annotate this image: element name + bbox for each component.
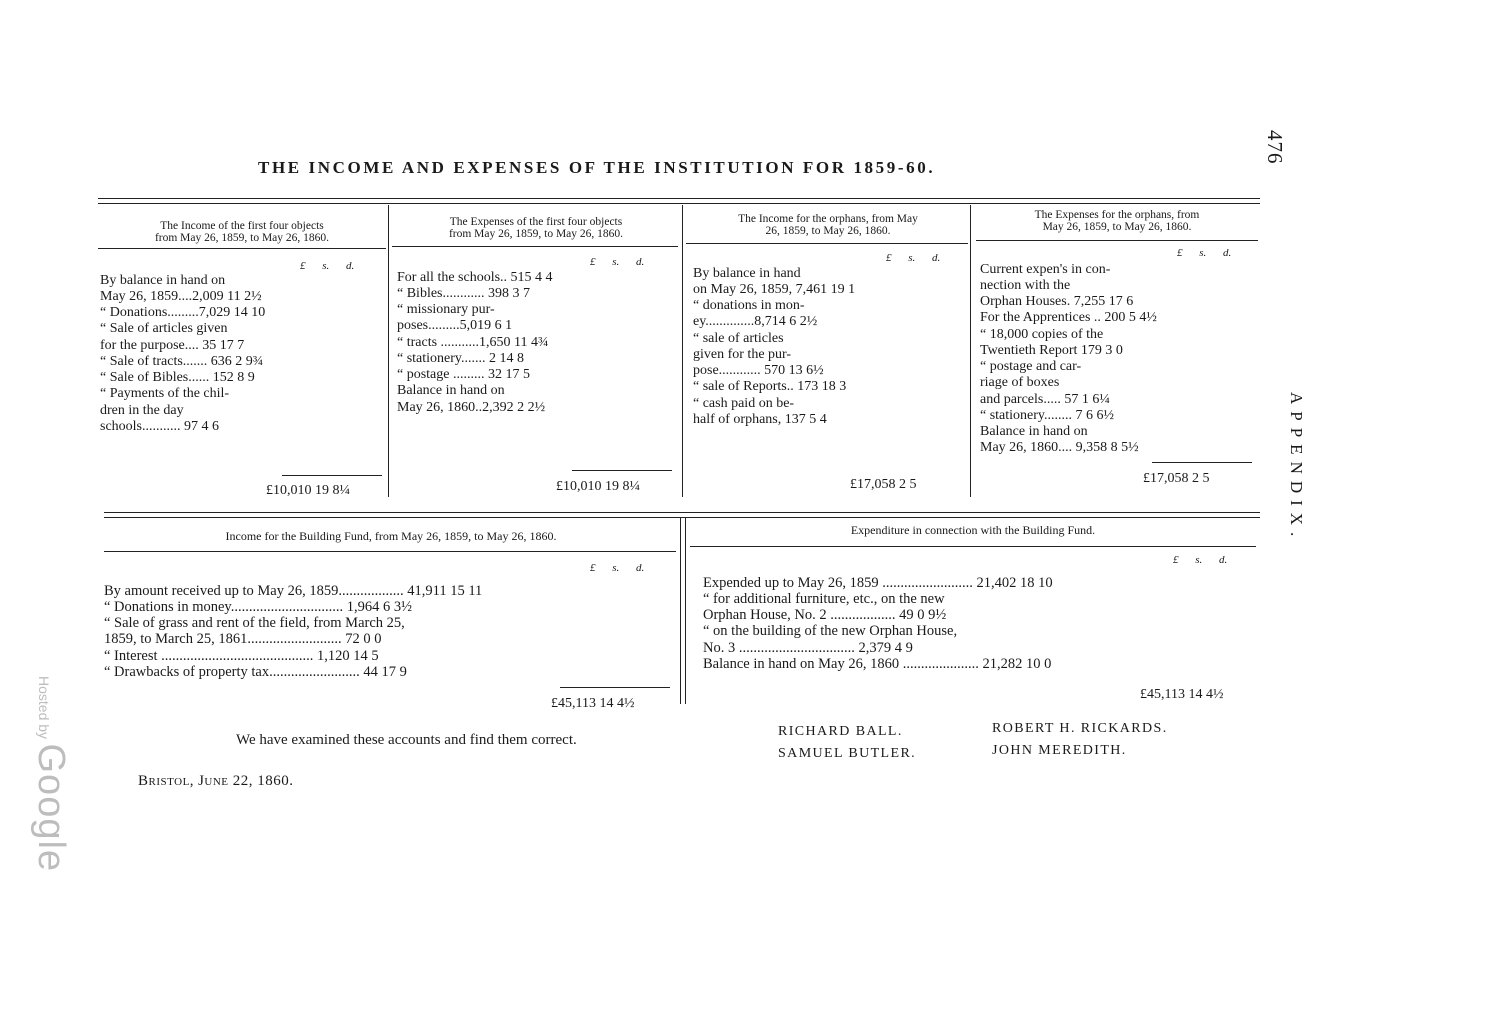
middle-rule-1 [104, 512, 1260, 513]
col2-line: poses.........5,019 6 1 [397, 318, 513, 333]
col1-head-line2: from May 26, 1859, to May 26, 1860. [154, 232, 330, 244]
col3-line: given for the pur- [693, 347, 792, 362]
signatory-robert-rickards: ROBERT H. RICKARDS. [992, 721, 1168, 736]
col3-line: pose............ 570 13 6½ [693, 363, 824, 378]
col4-line: May 26, 1860.... 9,358 8 5½ [980, 440, 1139, 455]
lower-divider-2 [685, 518, 686, 704]
col4-head-rule [976, 240, 1258, 241]
col1-head-line1: The Income of the first four objects [160, 220, 324, 232]
col4-line: “ 18,000 copies of the [980, 327, 1104, 342]
building-income-lsd: £ s. d. [590, 562, 645, 574]
col4-lsd: £ s. d. [1177, 247, 1232, 259]
building-expenditure-line: “ on the building of the new Orphan House, [703, 623, 958, 639]
col2-head-line1: The Expenses of the first four objects [449, 216, 623, 228]
building-income-line: 1859, to March 25, 1861.......................... 72 0 0 [104, 631, 382, 647]
page-title: THE INCOME AND EXPENSES OF THE INSTITUTION FOR 1859-60. [258, 158, 936, 177]
col-divider-1 [388, 205, 389, 497]
col2-total: £10,010 19 8¼ [556, 479, 640, 494]
col2-line: “ Bibles............ 398 3 7 [397, 286, 530, 301]
col1-line: May 26, 1859....2,009 11 2½ [100, 289, 262, 304]
col1-line: By balance in hand on [100, 273, 226, 288]
col1-line: “ Sale of Bibles...... 152 8 9 [100, 370, 255, 385]
col4-line: For the Apprentices .. 200 5 4½ [980, 310, 1157, 325]
col2-head-rule [392, 246, 678, 247]
col3-line: on May 26, 1859, 7,461 19 1 [693, 282, 856, 297]
building-expenditure-head: Expenditure in connection with the Building Fund. [850, 523, 1096, 537]
col4-line: and parcels..... 57 1 6¼ [980, 392, 1110, 407]
col2-line: “ postage ......... 32 17 5 [397, 367, 530, 382]
date: June 22, 1860. [198, 773, 294, 789]
top-rule-1 [98, 198, 1260, 199]
signatory-samuel-butler: SAMUEL BUTLER. [778, 746, 917, 761]
building-income-head-rule [104, 551, 676, 552]
building-expenditure-head-rule [690, 546, 1256, 547]
col4-line: Orphan Houses. 7,255 17 6 [980, 294, 1134, 309]
col2-lsd: £ s. d. [590, 256, 645, 268]
col3-head-line2: 26, 1859, to May 26, 1860. [765, 225, 891, 237]
building-expenditure-total: £45,113 14 4½ [1140, 687, 1224, 702]
building-income-head: Income for the Building Fund, from May 26, 1859, to May 26, 1860. [225, 529, 557, 543]
col4-head-line1: The Expenses for the orphans, from [1034, 209, 1200, 221]
col3-head-line1: The Income for the orphans, from May [738, 213, 918, 225]
watermark-big: Google [30, 743, 72, 873]
col3-head [686, 213, 970, 237]
col3-lsd: £ s. d. [886, 252, 941, 264]
col1-line: “ Sale of articles given [100, 321, 228, 336]
col-divider-2 [682, 205, 683, 497]
col4-head [974, 209, 1260, 233]
col1-total: £10,010 19 8¼ [266, 483, 350, 498]
lower-divider [680, 518, 681, 704]
col2-head [392, 216, 680, 240]
col3-line: half of orphans, 137 5 4 [693, 412, 827, 427]
col1-lsd: £ s. d. [300, 260, 355, 272]
place-date [138, 772, 294, 790]
col1-line: dren in the day [100, 403, 184, 418]
building-income-line: By amount received up to May 26, 1859.................. 41,911 15 11 [104, 583, 483, 599]
col4-line: Current expen's in con- [980, 262, 1111, 277]
col3-line: By balance in hand [693, 266, 801, 281]
col3-head-rule [686, 243, 968, 244]
col2-head-line2: from May 26, 1859, to May 26, 1860. [448, 228, 624, 240]
col4-line: “ postage and car- [980, 359, 1082, 374]
col1-head-rule [98, 248, 386, 249]
building-expenditure-lsd: £ s. d. [1173, 554, 1228, 566]
col3-line: ey..............8,714 6 2½ [693, 314, 818, 329]
col3-line: “ sale of articles [693, 331, 784, 346]
top-rule-2 [98, 203, 1260, 204]
building-income-total: £45,113 14 4½ [551, 696, 635, 711]
col1-head [98, 220, 386, 244]
building-expenditure-line: Balance in hand on May 26, 1860 ..................... 21,282 10 0 [703, 656, 1052, 672]
col4-line: “ stationery........ 7 6 6½ [980, 408, 1115, 423]
col1-line: “ Sale of tracts....... 636 2 9¾ [100, 354, 264, 369]
col2-line: May 26, 1860..2,392 2 2½ [397, 400, 546, 415]
google-watermark [29, 676, 72, 872]
col1-line: for the purpose.... 35 17 7 [100, 338, 245, 353]
building-expenditure-line: Orphan House, No. 2 .................. 49 0 9½ [703, 607, 947, 623]
col4-line: riage of boxes [980, 375, 1060, 390]
col3-line: “ donations in mon- [693, 298, 805, 313]
col1-line: schools........... 97 4 6 [100, 419, 219, 434]
col1-line: “ Donations.........7,029 14 10 [100, 305, 266, 320]
col2-line: For all the schools.. 515 4 4 [397, 270, 553, 285]
appendix-label: APPENDIX. [1287, 392, 1306, 544]
building-expenditure-line: “ for additional furniture, etc., on the new [703, 591, 945, 607]
col4-line: Balance in hand on [980, 424, 1088, 439]
col4-line: nection with the [980, 278, 1071, 293]
col2-line: “ stationery....... 2 14 8 [397, 351, 525, 366]
col2-line: “ missionary pur- [397, 302, 495, 317]
signatory-john-meredith: JOHN MEREDITH. [992, 743, 1127, 758]
col4-head-line2: May 26, 1859, to May 26, 1860. [1042, 221, 1192, 233]
building-income-total-rule [560, 687, 670, 688]
col3-line: “ sale of Reports.. 173 18 3 [693, 379, 847, 394]
col2-total-rule [572, 470, 672, 471]
col1-total-rule [282, 475, 382, 476]
page-number: 476 [1263, 130, 1287, 165]
col2-line: “ tracts ...........1,650 11 4¾ [397, 335, 549, 350]
building-expenditure-line: Expended up to May 26, 1859 ......................... 21,402 18 10 [703, 575, 1053, 591]
building-expenditure-line: No. 3 ................................ 2,379 4 9 [703, 640, 913, 656]
col4-line: Twentieth Report 179 3 0 [980, 343, 1123, 358]
place: Bristol, [138, 773, 195, 789]
signatory-richard-ball: RICHARD BALL. [778, 724, 903, 739]
watermark-small: Hosted by [36, 676, 52, 740]
building-income-line: “ Interest .......................................... 1,120 14 5 [104, 648, 379, 664]
col3-line: “ cash paid on be- [693, 396, 795, 411]
col4-total: £17,058 2 5 [1143, 471, 1210, 486]
building-income-line: “ Donations in money............................... 1,964 6 3½ [104, 599, 412, 615]
col-divider-3 [970, 205, 971, 497]
col4-total-rule [1152, 462, 1252, 463]
building-income-line: “ Sale of grass and rent of the field, from March 25, [104, 615, 405, 631]
col1-line: “ Payments of the chil- [100, 386, 230, 401]
col3-total: £17,058 2 5 [850, 477, 917, 492]
audit-statement: We have examined these accounts and find them correct. [236, 732, 577, 748]
middle-rule-2 [104, 517, 1260, 518]
col2-line: Balance in hand on [397, 383, 505, 398]
building-income-line: “ Drawbacks of property tax......................... 44 17 9 [104, 664, 407, 680]
